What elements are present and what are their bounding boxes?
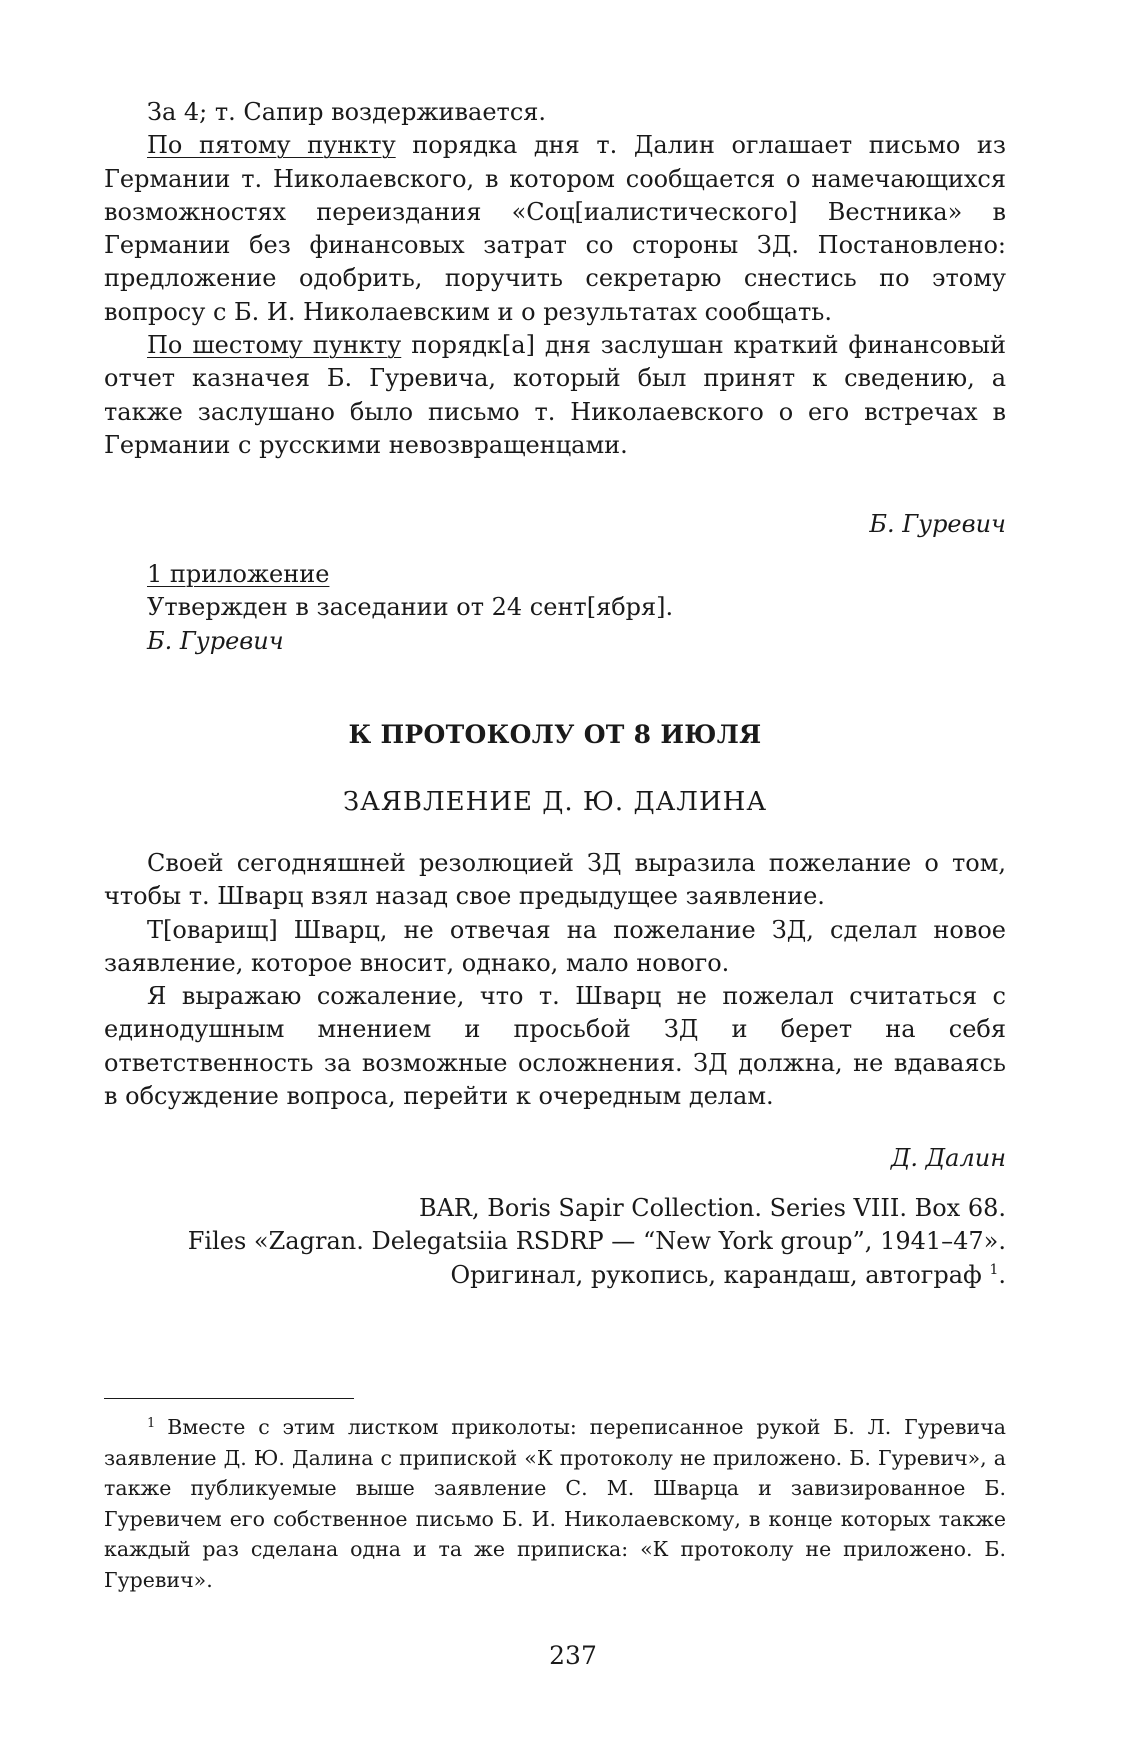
- footnote-marker: 1: [147, 1416, 156, 1431]
- attachment-label: 1 приложение: [147, 560, 330, 588]
- statement-body: [104, 847, 1006, 1113]
- source-line-2: Files «Zagran. Delegatsiia RSDRP — “New York group”, 1941–47».: [187, 1227, 1006, 1256]
- section-heading: К ПРОТОКОЛУ ОТ 8 ИЮЛЯ: [348, 720, 762, 749]
- statement-paragraph: Своей сегодняшней резолюцией ЗД выразила пожелание о том, чтобы т. Шварц взял назад свое предыдущее заявление.: [104, 849, 1006, 911]
- sixth-item-label: По шестому пункту: [147, 331, 402, 360]
- minutes-continuation: [104, 96, 1006, 462]
- source-line-3: Оригинал, рукопись, карандаш, автограф $^1$.: [450, 1260, 1006, 1289]
- vote-line: За 4; т. Сапир воздерживается.: [147, 98, 547, 126]
- archival-source: [104, 1192, 1006, 1292]
- footnote-text: Вместе с этим листком приколоты: переписанное рукой Б. Л. Гуревича заявление Д. Ю. Далина с припиской «К протоколу не приложено. Б. Гуревич», а также публикуемые выше заявление С. М. Шварца и завизированное Б. Гуревичем его собственное письмо Б. И. Николаевскому, в конце которых также каждый раз сделана одна и та же приписка: «К протоколу не приложено. Б. Гуревич».: [104, 1415, 1006, 1592]
- page-number: 237: [549, 1641, 597, 1670]
- footnote: [104, 1412, 1006, 1595]
- footnote-rule: [104, 1398, 354, 1399]
- fifth-item-text: порядка дня т. Далин оглашает письмо из Германии т. Николаевского, в котором сообщается о намечающихся возможностях переиздания «Соц[иалистического] Вестника» в Германии без финансовых затрат со стороны ЗД. Постановлено: предложение одобрить, поручить секретарю снестись по этому вопросу с Б. И. Николаевским и о результатах сообщать.: [104, 131, 1006, 326]
- source-line-1: BAR, Boris Sapir Collection. Series VIII. Box 68.: [418, 1194, 1006, 1222]
- statement-paragraph: Т[оварищ] Шварц, не отвечая на пожелание ЗД, сделал новое заявление, которое вносит, однако, мало нового.: [104, 915, 1006, 977]
- signature-dalin: Д. Далин: [890, 1144, 1006, 1172]
- signature-gurevich: Б. Гуревич: [869, 510, 1006, 538]
- statement-signature-block: [104, 1142, 1006, 1175]
- attachment-block: [104, 558, 1006, 658]
- sixth-item-text: порядк[а] дня заслушан краткий финансовый отчет казначея Б. Гуревича, который был принят к сведению, а также заслушано было письмо т. Николаевского о его встречах в Германии с русскими невозвращенцами.: [104, 331, 1007, 459]
- footnote-text-block: [104, 1412, 1006, 1595]
- attachment-signature: Б. Гуревич: [147, 626, 284, 655]
- fifth-item-label: По пятому пункту: [147, 131, 396, 160]
- statement-paragraph: Я выражаю сожаление, что т. Шварц не пожелал считаться с единодушным мнением и просьбой ЗД и берет на себя ответственность за возможные осложнения. ЗД должна, не вдаваясь в обсуждение вопроса, перейти к очередным делам.: [104, 982, 1006, 1111]
- section-subheading: ЗАЯВЛЕНИЕ Д. Ю. ДАЛИНА: [342, 787, 768, 817]
- section-subheading-block: [104, 786, 1006, 819]
- footnote-reference: 1: [989, 1261, 999, 1278]
- paragraph-sixth-item: [104, 329, 1006, 462]
- attachment-approved: Утвержден в заседании от 24 сент[ября].: [147, 593, 674, 622]
- section-heading-block: [104, 718, 1006, 751]
- paragraph-fifth-item: [104, 129, 1006, 329]
- minutes-signature-block: [104, 508, 1006, 541]
